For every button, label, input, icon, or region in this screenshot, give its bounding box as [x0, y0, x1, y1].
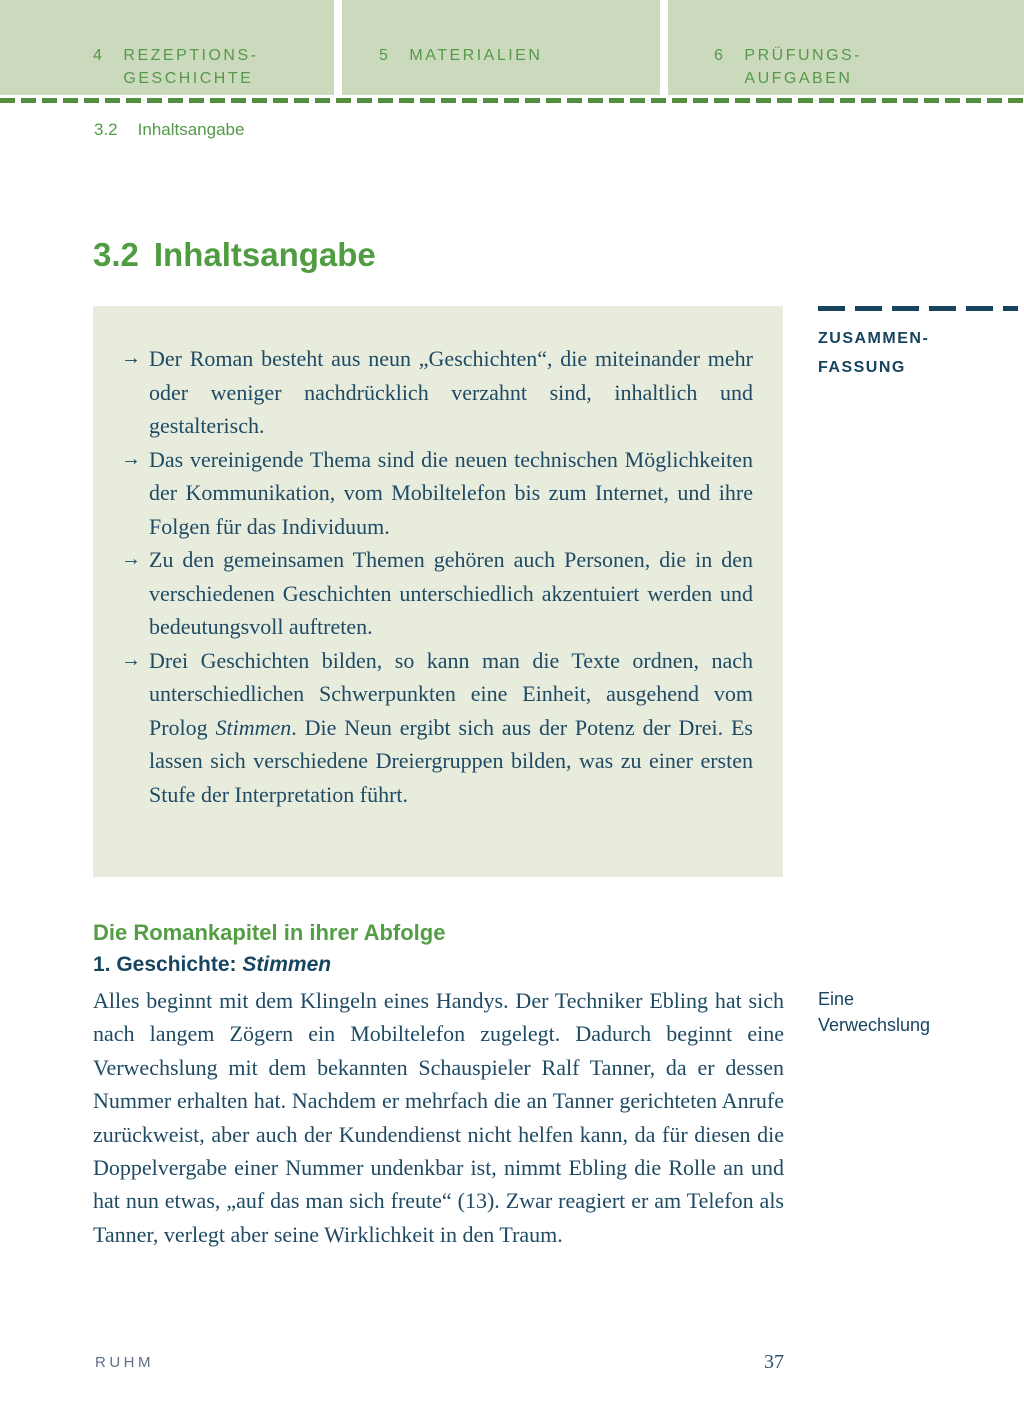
margin-note-line1: Eine: [818, 989, 855, 1009]
tab-materialien: [342, 0, 660, 95]
tab-label: [744, 44, 862, 90]
tab-label-line1: MATERIALIEN: [409, 47, 543, 64]
arrow-icon: →: [121, 548, 141, 570]
margin-label-zusammenfassung: [818, 324, 929, 382]
story-heading-title: Stimmen: [242, 953, 332, 976]
story-heading: [93, 951, 331, 978]
page-number: 37: [764, 1351, 784, 1373]
bullet-text: Zu den gemeinsamen Themen gehören auch Personen, die in den verschiedenen Geschichten unterschiedlich akzentuiert werden und bedeutungsvoll auftreten.: [149, 547, 753, 639]
bullet-text: Drei Geschichten bilden, so kann man die Texte ordnen, nach unterschiedlichen Schwerpunkten eine Einheit, ausgehend vom Prolog Stimmen. Die Neun ergibt sich aus der Potenz der Drei. Es lassen sich verschiedene Dreiergruppen bilden, was zu einer ersten Stufe der Interpretation führt.: [149, 647, 753, 807]
tab-label: [123, 44, 258, 90]
arrow-icon: →: [121, 447, 141, 470]
page-title: [93, 235, 376, 275]
summary-bullet: [121, 644, 753, 812]
margin-note-line2: Verwechslung: [818, 1015, 931, 1035]
section-heading: Die Romankapitel in ihrer Abfolge: [93, 920, 446, 945]
breadcrumb-label: Inhaltsangabe: [137, 120, 245, 139]
bullet-text: Das vereinigende Thema sind die neuen technischen Möglichkeiten der Kommunikation, vom Mobiltelefon bis zum Internet, und ihre Folgen für das Individuum.: [149, 446, 753, 539]
body-paragraph: Alles beginnt mit dem Klingeln eines Handys. Der Techniker Ebling hat sich nach langem Zögern ein Mobiltelefon zugelegt. Dadurch beginnt eine Verwechslung mit dem bekannten Schauspieler Ralf Tanner, da er dessen Nummer erhalten hat. Nachdem er mehrfach die an Tanner gerichteten Anrufe zurückweist, aber auch der Kundendienst nicht helfen kann, da für diesen die Doppelvergabe einer Nummer undenkbar ist, nimmt Ebling die Rolle an und hat nun etwas, „auf das man sich freute“ (13). Zwar reagiert er am Telefon als Tanner, verlegt aber seine Wirklichkeit in den Traum.: [93, 988, 784, 1247]
breadcrumb: [94, 119, 244, 141]
summary-bullet: [121, 443, 753, 544]
story-heading-text: 1. Geschichte:: [93, 953, 243, 976]
arrow-icon: →: [121, 648, 141, 671]
summary-bullet: [121, 342, 753, 443]
tab-rezeptionsgeschichte: [0, 0, 334, 95]
tab-number: 6: [714, 47, 726, 64]
tab-number: 5: [379, 47, 391, 64]
margin-note: [818, 986, 930, 1038]
tab-label-line1: PRÜFUNGS-: [744, 47, 863, 64]
summary-box: [93, 306, 783, 877]
summary-bullet: [121, 543, 753, 644]
section-title: Inhaltsangabe: [153, 236, 376, 273]
tab-label-line2: AUFGABEN: [744, 70, 853, 87]
tab-label-line2: GESCHICHTE: [123, 70, 254, 87]
footer-book-title: RUHM: [95, 1354, 154, 1371]
tab-label-line1: REZEPTIONS-: [123, 47, 259, 64]
tab-label: [409, 44, 542, 67]
margin-dashed-line: [818, 306, 1018, 311]
breadcrumb-number: 3.2: [94, 120, 118, 139]
tab-pruefungsaufgaben: [668, 0, 1024, 95]
arrow-icon: →: [121, 347, 141, 369]
header-dashed-divider: [0, 98, 1024, 103]
section-number: 3.2: [93, 236, 139, 273]
margin-label-line2: FASSUNG: [818, 359, 906, 376]
summary-list: [121, 342, 753, 811]
margin-label-line1: ZUSAMMEN-: [818, 330, 930, 347]
tab-number: 4: [93, 47, 105, 64]
bullet-text: Der Roman besteht aus neun „Geschichten“, die miteinander mehr oder weniger nachdrücklich verzahnt sind, inhaltlich und gestalterisch.: [149, 346, 753, 438]
